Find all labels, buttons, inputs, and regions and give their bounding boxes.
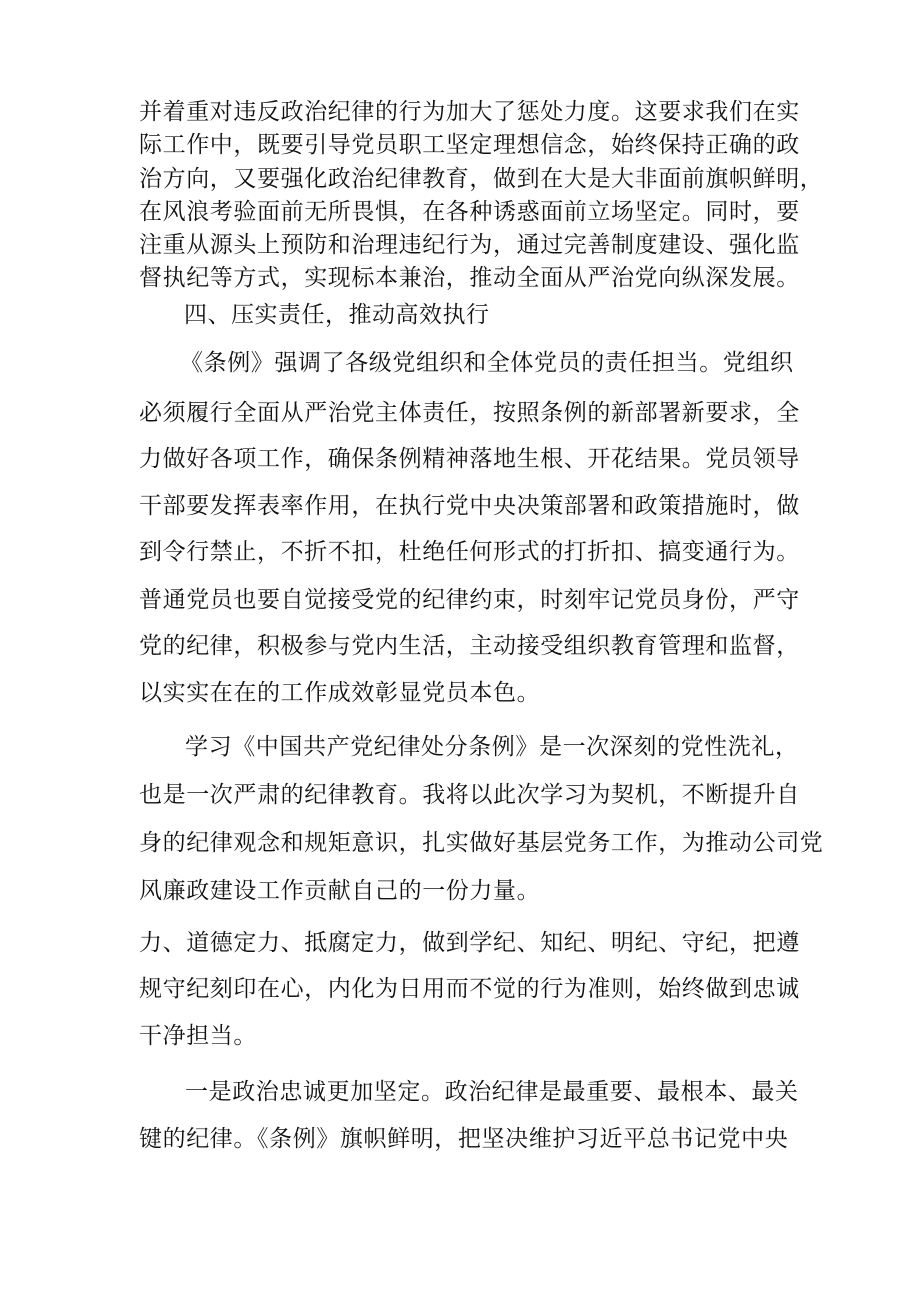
paragraph-1-line-2: 际工作中，既要引导党员职工坚定理想信念，始终保持正确的政 bbox=[139, 132, 800, 158]
paragraph-1-line-3: 治方向，又要强化政治纪律教育，做到在大是大非面前旗帜鲜明， bbox=[139, 166, 824, 192]
paragraph-3-line-3: 身的纪律观念和规矩意识，扎实做好基层党务工作，为推动公司党 bbox=[139, 830, 824, 856]
paragraph-4-line-1: 力、道德定力、抵腐定力，做到学纪、知纪、明纪、守纪，把遵 bbox=[139, 930, 800, 956]
paragraph-2-line-8: 以实实在在的工作成效彰显党员本色。 bbox=[139, 680, 541, 706]
paragraph-1-line-6: 督执纪等方式，实现标本兼治，推动全面从严治党向纵深发展。 bbox=[139, 265, 800, 291]
paragraph-5-line-1: 一是政治忠诚更加坚定。政治纪律是最重要、最根本、最关 bbox=[185, 1079, 799, 1105]
paragraph-1-line-1: 并着重对违反政治纪律的行为加大了惩处力度。这要求我们在实 bbox=[139, 99, 800, 125]
section-heading: 四、压实责任，推动高效执行 bbox=[184, 302, 490, 328]
paragraph-3-line-2: 也是一次严肃的纪律教育。我将以此次学习为契机，不断提升自 bbox=[139, 782, 800, 808]
paragraph-2-line-4: 干部要发挥表率作用，在执行党中央决策部署和政策措施时，做 bbox=[139, 493, 800, 519]
paragraph-3-line-4: 风廉政建设工作贡献自己的一份力量。 bbox=[139, 878, 541, 904]
paragraph-2-line-5: 到令行禁止，不折不扣，杜绝任何形式的打折扣、搞变通行为。 bbox=[139, 539, 800, 565]
paragraph-2-line-7: 党的纪律，积极参与党内生活，主动接受组织教育管理和监督， bbox=[139, 633, 800, 659]
paragraph-3-line-1: 学习《中国共产党纪律处分条例》是一次深刻的党性洗礼， bbox=[185, 734, 799, 760]
paragraph-2-line-3: 力做好各项工作，确保条例精神落地生根、开花结果。党员领导 bbox=[139, 446, 800, 472]
paragraph-1-line-4: 在风浪考验面前无所畏惧，在各种诱惑面前立场坚定。同时，要 bbox=[139, 199, 800, 225]
paragraph-5-line-2: 键的纪律。《条例》旗帜鲜明，把坚决维护习近平总书记党中央 bbox=[139, 1126, 789, 1152]
paragraph-2-line-1: 《条例》强调了各级党组织和全体党员的责任担当。党组织 bbox=[180, 350, 794, 376]
paragraph-4-line-3: 干净担当。 bbox=[139, 1023, 257, 1049]
paragraph-2-line-6: 普通党员也要自觉接受党的纪律约束，时刻牢记党员身份，严守 bbox=[139, 587, 800, 613]
paragraph-4-line-2: 规守纪刻印在心，内化为日用而不觉的行为准则，始终做到忠诚 bbox=[139, 976, 800, 1002]
paragraph-1-line-5: 注重从源头上预防和治理违纪行为，通过完善制度建设、强化监 bbox=[139, 232, 800, 258]
paragraph-2-line-2: 必须履行全面从严治党主体责任，按照条例的新部署新要求，全 bbox=[139, 400, 800, 426]
